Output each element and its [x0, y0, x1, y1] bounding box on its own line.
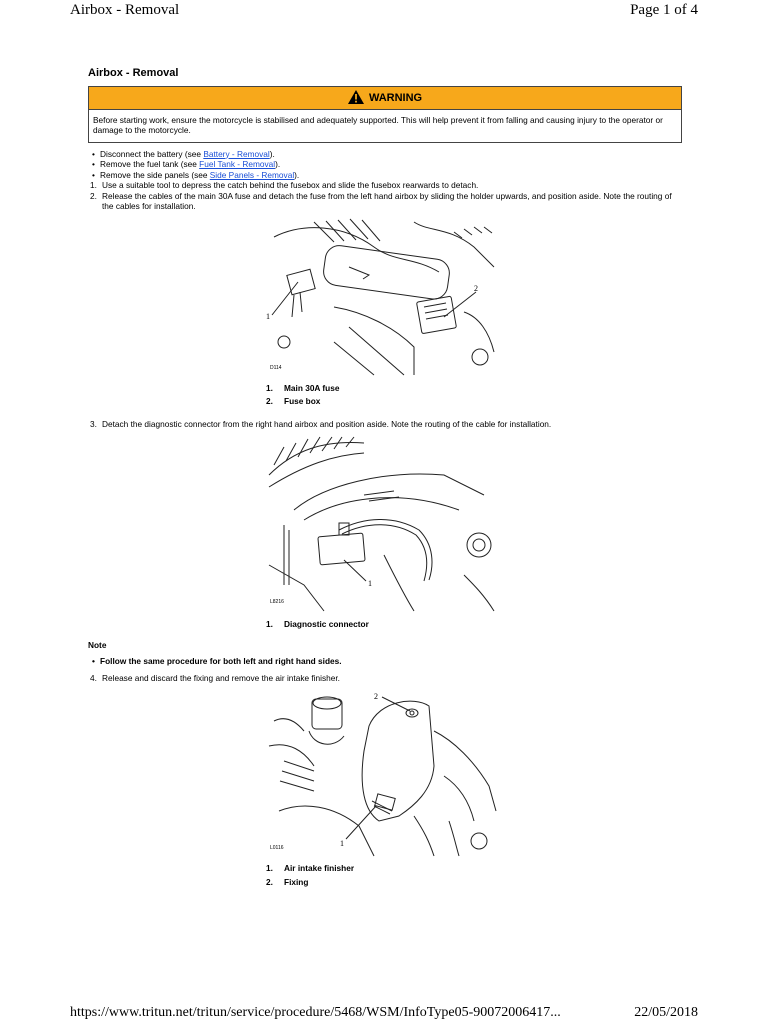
figure-callout: 1 [340, 839, 344, 848]
step-text: Detach the diagnostic connector from the right hand airbox and position aside. Note the routing of the cable for installation. [102, 418, 552, 429]
page-title: Airbox - Removal [88, 67, 179, 79]
legend-number: 2. [266, 396, 273, 406]
prep-text: ). [275, 159, 281, 169]
legend-item [266, 619, 682, 630]
figure-legend [266, 863, 682, 887]
step-item [88, 419, 682, 430]
step-item [88, 673, 682, 684]
step-item [88, 180, 682, 191]
print-header [0, 0, 768, 22]
step-item [88, 191, 682, 212]
print-header-page: Page 1 of 4 [630, 2, 698, 18]
prep-list [88, 149, 682, 181]
prep-text: ). [294, 169, 300, 180]
steps-4 [88, 673, 682, 684]
prep-item [88, 159, 682, 170]
step-text: Release and discard the fixing and remove the air intake finisher. [102, 672, 340, 683]
prep-text: Disconnect the battery (see [100, 148, 204, 159]
legend-number: 1. [266, 863, 273, 873]
steps-1-2 [88, 180, 682, 212]
legend-number: 1. [266, 619, 273, 629]
figure-fusebox [264, 217, 500, 377]
warning-label: WARNING [368, 91, 423, 104]
figure-legend [266, 619, 682, 630]
side-panels-removal-link[interactable]: Side Panels - Removal [209, 169, 295, 180]
step-number: 4. [90, 672, 97, 683]
footer-date: 22/05/2018 [634, 1005, 698, 1020]
figure-callout: 2 [474, 283, 478, 293]
fusebox-illustration [264, 217, 500, 377]
warning-icon [348, 90, 364, 104]
prep-item [88, 149, 682, 160]
legend-text: Diagnostic connector [284, 619, 369, 629]
legend-text: Fixing [284, 876, 309, 887]
note-item: • Follow the same procedure for both left and right hand sides. [88, 656, 682, 667]
figure-code: D114 [270, 364, 282, 371]
note-heading: Note [88, 639, 107, 650]
figure-code: L8216 [270, 599, 284, 605]
prep-item [88, 170, 682, 181]
legend-text: Main 30A fuse [284, 382, 340, 393]
figure-callout: 1 [368, 579, 372, 588]
legend-item [266, 877, 682, 888]
legend-number: 1. [266, 382, 273, 393]
legend-item [266, 396, 682, 407]
figure-diagnostic-connector [264, 435, 500, 613]
legend-text: Air intake finisher [284, 863, 355, 873]
legend-item [266, 383, 682, 394]
fuel-tank-removal-link[interactable]: Fuel Tank - Removal [199, 159, 276, 169]
warning-header [89, 87, 681, 110]
step-text: Release the cables of the main 30A fuse and detach the fuse from the left hand airbox by sliding the holder upwards, and position aside. Note the routing of the cables for installation. [102, 190, 672, 211]
air-intake-finisher-illustration [264, 691, 500, 857]
figure-air-intake-finisher [264, 691, 500, 857]
figure-callout: 2 [374, 692, 378, 701]
diagnostic-connector-illustration [264, 435, 500, 613]
warning-text: Before starting work, ensure the motorcycle is stabilised and adequately supported. This will help prevent it from falling and causing injury to the operator or damage to the motorcycle. [93, 114, 663, 135]
step-number: 2. [90, 190, 97, 201]
prep-text: Remove the fuel tank (see [100, 159, 200, 169]
step-text: Use a suitable tool to depress the catch behind the fusebox and slide the fusebox rearwards to detach. [102, 180, 479, 190]
step-number: 1. [90, 180, 97, 190]
warning-box [88, 86, 682, 143]
legend-number: 2. [266, 876, 273, 887]
figure-code: L0116 [270, 845, 284, 851]
figure-callout: 1 [266, 311, 270, 321]
figure-legend [266, 383, 682, 407]
document-content [88, 60, 682, 890]
legend-text: Fuse box [284, 396, 321, 406]
legend-item [266, 863, 682, 874]
prep-text: ). [269, 148, 275, 159]
prep-text: Remove the side panels (see [100, 169, 210, 180]
battery-removal-link[interactable]: Battery - Removal [203, 148, 270, 159]
step-number: 3. [90, 418, 97, 429]
steps-3 [88, 419, 682, 430]
footer-url: https://www.tritun.net/tritun/service/procedure/5468/WSM/InfoType05-90072006417... [70, 1005, 561, 1020]
print-header-title: Airbox - Removal [70, 2, 180, 18]
